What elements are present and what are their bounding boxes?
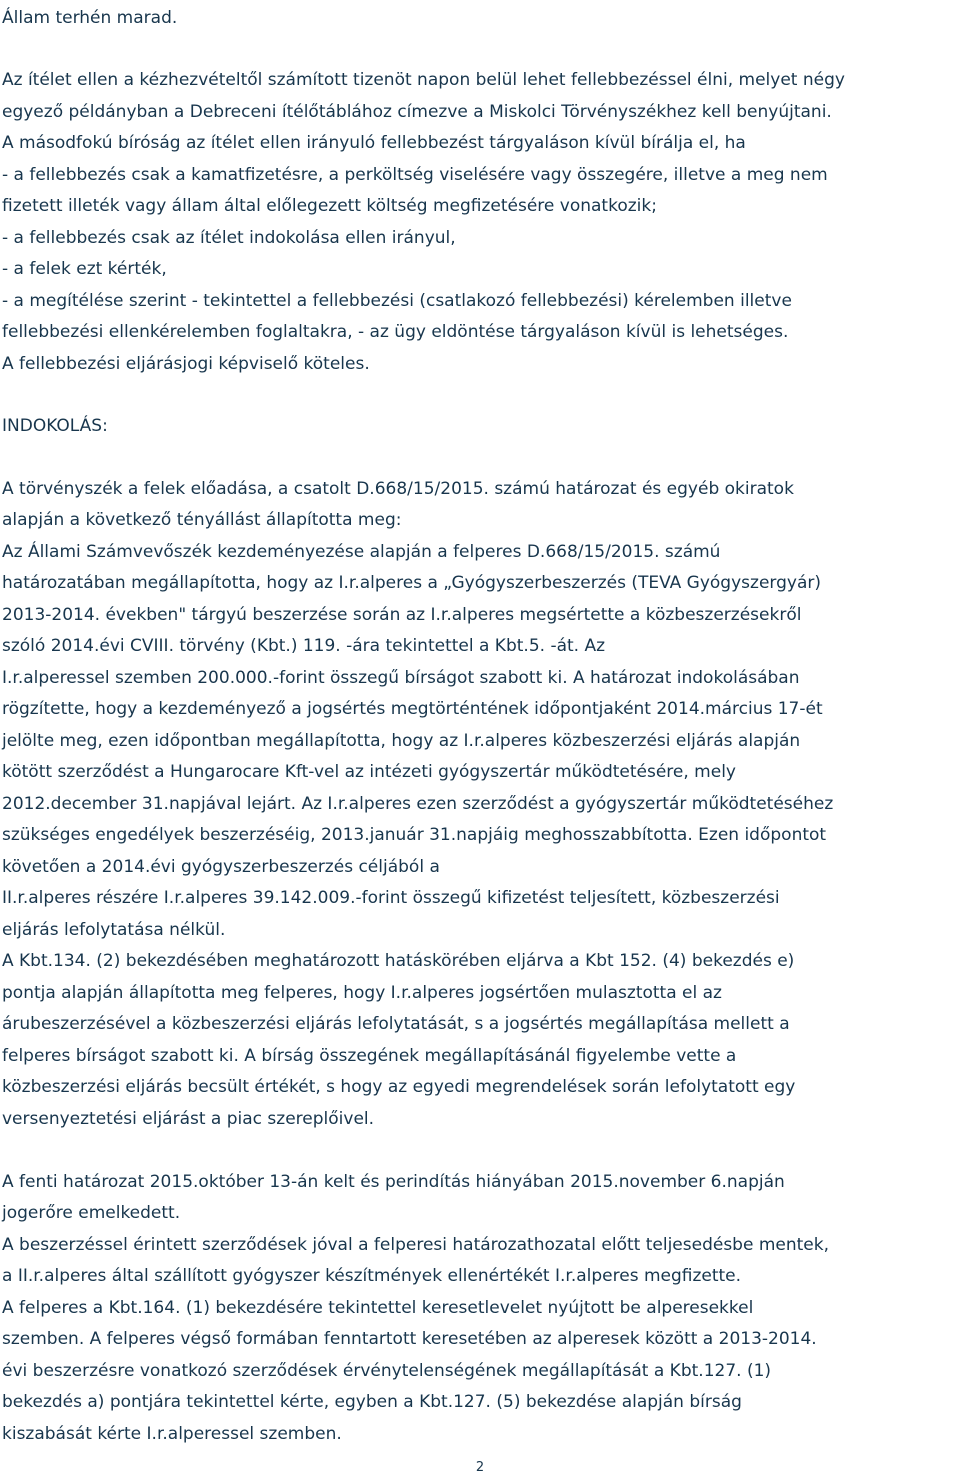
text-line: kiszabását kérte I.r.alperessel szemben. [2, 1424, 342, 1444]
text-line: A Kbt.134. (2) bekezdésében meghatározott hatáskörében eljárva a Kbt 152. (4) bekezdés e) [2, 951, 795, 971]
text-line: II.r.alperes részére I.r.alperes 39.142.009.-forint összegű kifizetést teljesített, közbeszerzési [2, 888, 780, 908]
text-line: A beszerzéssel érintett szerződések jóval a felperesi határozathozatal előtt teljesedésbe mentek, [2, 1235, 830, 1255]
text-line: - a felek ezt kérték, [2, 259, 167, 279]
text-line: felperes bírságot szabott ki. A bírság összegének megállapításánál figyelembe vette a [2, 1046, 737, 1066]
text-line: A fellebbezési eljárásjogi képviselő köteles. [2, 354, 370, 374]
text-line: jogerőre emelkedett. [2, 1203, 181, 1223]
text-line: árubeszerzésével a közbeszerzési eljárás lefolytatását, s a jogsértés megállapítása mellett a [2, 1014, 790, 1034]
text-line: a II.r.alperes által szállított gyógyszer készítmények ellenértékét I.r.alperes megfizette. [2, 1266, 742, 1286]
text-line: Az Állami Számvevőszék kezdeményezése alapján a felperes D.668/15/2015. számú [2, 542, 721, 562]
text-line: alapján a következő tényállást állapította meg: [2, 510, 402, 530]
text-line: egyező példányban a Debreceni ítélőtáblához címezve a Miskolci Törvényszékhez kell benyújtani. [2, 102, 832, 122]
text-line: bekezdés a) pontjára tekintettel kérte, egyben a Kbt.127. (5) bekezdése alapján bírság [2, 1392, 742, 1412]
text-line: 2013-2014. években" tárgyú beszerzése során az I.r.alperes megsértette a közbeszerzésekről [2, 605, 802, 625]
text-line: kötött szerződést a Hungarocare Kft-vel az intézeti gyógyszertár működtetésére, mely [2, 762, 736, 782]
text-line: A fenti határozat 2015.október 13-án kelt és perindítás hiányában 2015.november 6.napján [2, 1172, 785, 1192]
text-line: Állam terhén marad. [2, 8, 178, 28]
text-line: - a megítélése szerint - tekintettel a fellebbezési (csatlakozó fellebbezési) kérelemben illetve [2, 291, 792, 311]
text-line: Az ítélet ellen a kézhezvételtől számított tizenöt napon belül lehet fellebbezéssel élni, melyet négy [2, 70, 845, 90]
text-line: A másodfokú bíróság az ítélet ellen irányuló fellebbezést tárgyaláson kívül bírálja el, ha [2, 133, 746, 153]
text-line: jelölte meg, ezen időpontban megállapította, hogy az I.r.alperes közbeszerzési eljárás alapján [2, 731, 801, 751]
text-line: - a fellebbezés csak a kamatfizetésre, a perköltség viselésére vagy összegére, illetve a meg nem [2, 165, 828, 185]
text-line: A törvényszék a felek előadása, a csatolt D.668/15/2015. számú határozat és egyéb okiratok [2, 479, 794, 499]
text-line: közbeszerzési eljárás becsült értékét, s hogy az egyedi megrendelések során lefolytatott egy [2, 1077, 796, 1097]
section-heading: INDOKOLÁS: [2, 416, 108, 436]
text-line: fellebbezési ellenkérelemben foglaltakra, - az ügy eldöntése tárgyaláson kívül is lehetséges. [2, 322, 789, 342]
text-line: szükséges engedélyek beszerzéséig, 2013.január 31.napjáig meghosszabbította. Ezen időpontot [2, 825, 827, 845]
text-line: I.r.alperessel szemben 200.000.-forint összegű bírságot szabott ki. A határozat indokolásában [2, 668, 800, 688]
text-line: - a fellebbezés csak az ítélet indokolása ellen irányul, [2, 228, 456, 248]
text-line: követően a 2014.évi gyógyszerbeszerzés céljából a [2, 857, 440, 877]
text-line: A felperes a Kbt.164. (1) bekezdésére tekintettel keresetlevelet nyújtott be alperesekkel [2, 1298, 754, 1318]
text-line: szóló 2014.évi CVIII. törvény (Kbt.) 119. -ára tekintettel a Kbt.5. -át. Az [2, 636, 606, 656]
text-line: rögzítette, hogy a kezdeményező a jogsértés megtörténtének időpontjaként 2014.március 17-ét [2, 699, 823, 719]
text-line: pontja alapján állapította meg felperes, hogy I.r.alperes jogsértően mulasztotta el az [2, 983, 722, 1003]
text-line: szemben. A felperes végső formában fenntartott keresetében az alperesek között a 2013-2014. [2, 1329, 817, 1349]
text-line: 2012.december 31.napjával lejárt. Az I.r.alperes ezen szerződést a gyógyszertár működtetéséhez [2, 794, 834, 814]
page-number: 2 [475, 1460, 485, 1475]
text-line: fizetett illeték vagy állam által előlegezett költség megfizetésére vonatkozik; [2, 196, 657, 216]
text-line: határozatában megállapította, hogy az I.r.alperes a „Gyógyszerbeszerzés (TEVA Gyógyszergyár) [2, 573, 821, 593]
text-line: eljárás lefolytatása nélkül. [2, 920, 226, 940]
text-line: versenyeztetési eljárást a piac szereplőivel. [2, 1109, 375, 1129]
text-line: évi beszerzésre vonatkozó szerződések érvénytelenségének megállapítását a Kbt.127. (1) [2, 1361, 772, 1381]
